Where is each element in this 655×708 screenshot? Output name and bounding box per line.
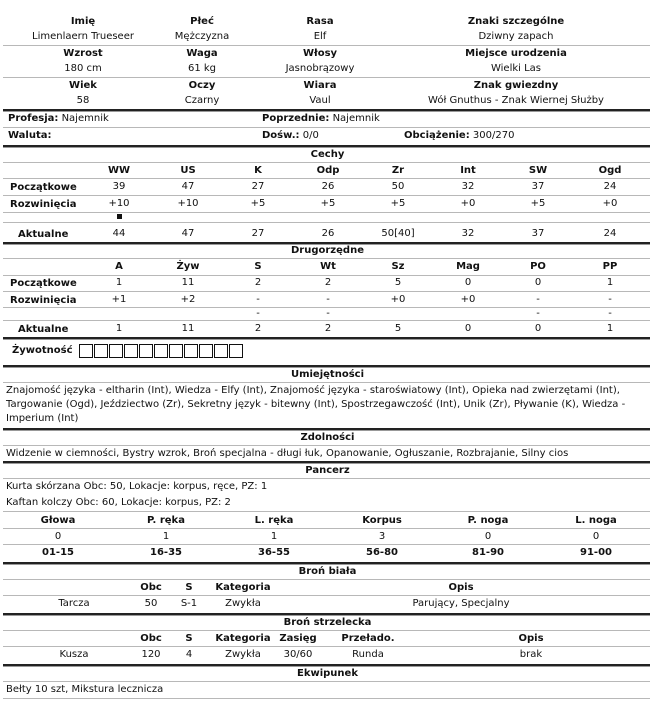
- cechy-cell: 32: [461, 181, 475, 192]
- divider: [3, 681, 650, 682]
- armor-location: P. noga: [467, 515, 509, 526]
- armor-location: Głowa: [40, 515, 76, 526]
- cechy-cell: 24: [603, 228, 617, 239]
- bron-strzelecka-title: Broń strzelecka: [283, 617, 372, 628]
- armor-points: 3: [378, 531, 386, 542]
- field-value-plec: Mężczyzna: [174, 31, 230, 42]
- armor-range: 16-35: [150, 547, 182, 558]
- cechy-cell: 50: [391, 181, 405, 192]
- divider: [3, 242, 650, 244]
- wound-checkbox[interactable]: [94, 344, 108, 358]
- drug-header: Żyw: [176, 261, 200, 272]
- wound-checkbox[interactable]: [214, 344, 228, 358]
- drug-cell: 1: [606, 323, 614, 334]
- cechy-cell: 50[40]: [381, 228, 415, 239]
- drug-cell: -: [256, 294, 260, 305]
- divider: [3, 77, 650, 78]
- cechy-header: US: [180, 165, 196, 176]
- cechy-cell: +5: [390, 198, 406, 209]
- field-value-wiara: Vaul: [309, 95, 331, 106]
- divider: [3, 145, 650, 147]
- profesja-label: Profesja:: [8, 113, 59, 124]
- field-label-wzrost: Wzrost: [63, 48, 103, 59]
- ranged-header: Kategoria: [215, 633, 271, 644]
- armor-points: 0: [592, 531, 600, 542]
- ranged-cell: Runda: [352, 649, 384, 660]
- field-value-wlosy: Jasnobrązowy: [285, 63, 355, 74]
- bron-biala-title: Broń biała: [298, 566, 357, 577]
- divider: [3, 162, 650, 163]
- drug-cell: 2: [324, 277, 332, 288]
- melee-cell: S-1: [180, 598, 198, 609]
- melee-header: Opis: [448, 582, 474, 593]
- drug-header: S: [254, 261, 262, 272]
- dosw-value: 0/0: [302, 130, 319, 141]
- field-label-waga: Waga: [186, 48, 218, 59]
- divider: [3, 275, 650, 276]
- poprzednie-value: Najemnik: [332, 113, 380, 124]
- wound-checkbox[interactable]: [124, 344, 138, 358]
- divider: [3, 445, 650, 446]
- drug-cell: 2: [254, 323, 262, 334]
- field-label-wiara: Wiara: [303, 80, 337, 91]
- divider: [3, 365, 650, 367]
- armor-range: 91-00: [580, 547, 612, 558]
- drug-cell: 2: [254, 277, 262, 288]
- cechy-header: Zr: [391, 165, 405, 176]
- divider: [3, 212, 650, 213]
- cechy-cell: +0: [460, 198, 476, 209]
- divider: [3, 428, 650, 430]
- cechy-cell: +5: [320, 198, 336, 209]
- divider: [3, 258, 650, 259]
- armor-item: Kurta skórzana Obc: 50, Lokacje: korpus, ręce, PZ: 1: [6, 481, 268, 492]
- drug-header: Wt: [320, 261, 336, 272]
- divider: [3, 528, 650, 529]
- drugorzedne-title: Drugorzędne: [291, 245, 364, 256]
- field-label-wlosy: Włosy: [302, 48, 338, 59]
- divider: [3, 45, 650, 46]
- drug-header: A: [115, 261, 123, 272]
- ranged-cell: Zwykła: [225, 649, 261, 660]
- field-value-wiek: 58: [76, 95, 90, 106]
- cechy-cell: +5: [250, 198, 266, 209]
- divider: [3, 382, 650, 383]
- melee-header: Kategoria: [215, 582, 271, 593]
- divider: [3, 178, 650, 179]
- ranged-header: S: [185, 633, 193, 644]
- cechy-cell: 24: [603, 181, 617, 192]
- cechy-cell: 32: [461, 228, 475, 239]
- drug-cell: -: [608, 308, 612, 319]
- cechy-cell: 44: [112, 228, 126, 239]
- umiejetnosci-text: Znajomość języka - eltharin (Int), Wiedza - Elfy (Int), Znajomość języka - staroświatowy (Int), Opieka nad zwierzętami (Int), Targowanie (Ogd), Jeździectwo (Zr), Sekretny język - bitewny (Int), Spostrzegawczość (Int), Unik (Zr), Pływanie (K), Wiedza - Imperium (Int): [6, 385, 626, 424]
- cechy-header: SW: [528, 165, 548, 176]
- armor-points: 0: [54, 531, 62, 542]
- drug-cell: -: [256, 308, 260, 319]
- pancerz-title: Pancerz: [305, 465, 350, 476]
- field-value-imie: Limenlaern Trueseer: [32, 31, 134, 42]
- drug-cell: 1: [115, 277, 123, 288]
- armor-points: 1: [162, 531, 170, 542]
- drug-cell: +0: [460, 294, 476, 305]
- field-label-rasa: Rasa: [306, 16, 334, 27]
- waluta-label: Waluta:: [8, 130, 52, 141]
- ranged-cell: 120: [141, 649, 161, 660]
- armor-range: 81-90: [472, 547, 504, 558]
- divider: [3, 646, 650, 647]
- cechy-cell: +5: [530, 198, 546, 209]
- wound-checkbox[interactable]: [169, 344, 183, 358]
- drug-header: Sz: [391, 261, 405, 272]
- drug-header: PO: [530, 261, 546, 272]
- drug-row-label: Początkowe: [10, 278, 77, 289]
- drug-cell: -: [536, 294, 540, 305]
- armor-location: L. ręka: [254, 515, 294, 526]
- cechy-cell: +0: [602, 198, 618, 209]
- wound-checkbox[interactable]: [199, 344, 213, 358]
- cechy-header: Odp: [316, 165, 340, 176]
- zdolnosci-title: Zdolności: [300, 432, 355, 443]
- poprzednie-row: [262, 113, 380, 125]
- field-value-rasa: Elf: [313, 31, 327, 42]
- cechy-cell: 27: [251, 181, 265, 192]
- drug-cell: +0: [390, 294, 406, 305]
- field-value-waga: 61 kg: [187, 63, 217, 74]
- ranged-cell: 4: [185, 649, 193, 660]
- divider: [3, 664, 650, 666]
- armor-location: Korpus: [362, 515, 402, 526]
- drug-cell: -: [326, 294, 330, 305]
- obciazenie-value: 300/270: [472, 130, 515, 141]
- drug-row-label: Aktualne: [18, 324, 69, 335]
- drug-cell: -: [608, 294, 612, 305]
- obciazenie-row: [404, 130, 514, 142]
- melee-cell: Parujący, Specjalny: [412, 598, 510, 609]
- ekwipunek-text: Bełty 10 szt, Mikstura lecznicza: [6, 684, 164, 695]
- cechy-cell: 26: [321, 181, 335, 192]
- drug-row-label: Rozwinięcia: [10, 295, 77, 306]
- divider: [3, 544, 650, 545]
- cechy-title: Cechy: [310, 149, 345, 160]
- cechy-cell: 39: [112, 181, 126, 192]
- drug-cell: 11: [181, 323, 195, 334]
- drug-cell: +2: [180, 294, 196, 305]
- ranged-header: Obc: [140, 633, 162, 644]
- drug-cell: 0: [534, 323, 542, 334]
- cechy-cell: 37: [531, 228, 545, 239]
- zywotnosc-boxes: [79, 344, 244, 358]
- drug-cell: 0: [464, 323, 472, 334]
- drug-cell: 2: [324, 323, 332, 334]
- umiejetnosci-title: Umiejętności: [290, 369, 365, 380]
- divider: [3, 291, 650, 292]
- cechy-header: Int: [460, 165, 476, 176]
- divider: [3, 337, 650, 339]
- divider: [3, 109, 650, 111]
- divider: [3, 579, 650, 580]
- drug-cell: 5: [394, 277, 402, 288]
- divider: [3, 127, 650, 128]
- divider: [3, 562, 650, 564]
- divider: [3, 478, 650, 479]
- cechy-row-label: Aktualne: [18, 229, 69, 240]
- field-label-wiek: Wiek: [69, 80, 97, 91]
- drug-cell: 1: [606, 277, 614, 288]
- cechy-cell: 47: [181, 228, 195, 239]
- field-value-znaki: Dziwny zapach: [478, 31, 554, 42]
- wound-checkbox[interactable]: [154, 344, 168, 358]
- zdolnosci-text: Widzenie w ciemności, Bystry wzrok, Broń specjalna - długi łuk, Opanowanie, Ogłuszanie, Rozbrajanie, Silny cios: [6, 448, 569, 459]
- cechy-cell: 27: [251, 228, 265, 239]
- zywotnosc-label: Żywotność: [12, 345, 73, 356]
- divider: [3, 511, 650, 512]
- drug-header: PP: [602, 261, 618, 272]
- melee-header: S: [185, 582, 193, 593]
- field-value-wzrost: 180 cm: [64, 63, 102, 74]
- field-label-miejsce: Miejsce urodzenia: [465, 48, 567, 59]
- poprzednie-label: Poprzednie:: [262, 113, 330, 124]
- field-label-znaki: Znaki szczególne: [467, 16, 565, 27]
- ranged-cell: 30/60: [283, 649, 313, 660]
- melee-cell: Tarcza: [58, 598, 90, 609]
- divider: [3, 698, 650, 699]
- drug-cell: 11: [181, 277, 195, 288]
- divider: [3, 320, 650, 321]
- ranged-header: Opis: [518, 633, 544, 644]
- armor-range: 01-15: [42, 547, 74, 558]
- cechy-cell: +10: [108, 198, 130, 209]
- field-value-miejsce: Wielki Las: [490, 63, 542, 74]
- field-label-plec: Płeć: [190, 16, 214, 27]
- drug-cell: -: [326, 308, 330, 319]
- cechy-cell: +10: [177, 198, 199, 209]
- armor-location: L. noga: [575, 515, 617, 526]
- drug-cell: -: [536, 308, 540, 319]
- dosw-label: Dośw.:: [262, 130, 300, 141]
- drug-cell: 0: [534, 277, 542, 288]
- profesja-row: [8, 113, 109, 125]
- armor-points: 0: [484, 531, 492, 542]
- divider: [3, 222, 650, 223]
- cechy-cell: 37: [531, 181, 545, 192]
- armor-item: Kaftan kolczy Obc: 60, Lokacje: korpus, PZ: 2: [6, 497, 231, 508]
- profesja-value: Najemnik: [61, 113, 109, 124]
- wound-checkbox[interactable]: [229, 344, 243, 358]
- obciazenie-label: Obciążenie:: [404, 130, 470, 141]
- cechy-row-label: Rozwinięcia: [10, 199, 77, 210]
- field-label-imie: Imię: [70, 16, 96, 27]
- wound-checkbox[interactable]: [184, 344, 198, 358]
- drug-cell: +1: [111, 294, 127, 305]
- cechy-header: Ogd: [598, 165, 622, 176]
- divider: [3, 630, 650, 631]
- ranged-cell: brak: [519, 649, 543, 660]
- melee-cell: 50: [144, 598, 158, 609]
- divider: [3, 195, 650, 196]
- drug-cell: 5: [394, 323, 402, 334]
- dosw-row: [262, 130, 319, 142]
- ranged-header: Przełado.: [341, 633, 395, 644]
- armor-range: 56-80: [366, 547, 398, 558]
- field-label-oczy: Oczy: [188, 80, 216, 91]
- cechy-header: WW: [107, 165, 131, 176]
- drug-cell: 0: [464, 277, 472, 288]
- field-label-znak-gwiezdny: Znak gwiezdny: [473, 80, 559, 91]
- wound-checkbox[interactable]: [139, 344, 153, 358]
- ranged-header: Zasięg: [279, 633, 317, 644]
- cechy-row-label: Początkowe: [10, 182, 77, 193]
- cechy-header: K: [254, 165, 262, 176]
- armor-points: 1: [270, 531, 278, 542]
- field-value-oczy: Czarny: [184, 95, 220, 106]
- melee-cell: Zwykła: [225, 598, 261, 609]
- ekwipunek-title: Ekwipunek: [297, 668, 358, 679]
- cechy-cell: 47: [181, 181, 195, 192]
- ranged-cell: Kusza: [59, 649, 89, 660]
- armor-location: P. ręka: [147, 515, 185, 526]
- divider: [3, 613, 650, 615]
- wound-checkbox[interactable]: [109, 344, 123, 358]
- drug-header: Mag: [456, 261, 480, 272]
- divider: [3, 595, 650, 596]
- cechy-cell: 26: [321, 228, 335, 239]
- wound-checkbox[interactable]: [79, 344, 93, 358]
- divider: [3, 461, 650, 463]
- advance-bullet-icon: [117, 214, 122, 219]
- melee-header: Obc: [140, 582, 162, 593]
- field-value-znak-gwiezdny: Wół Gnuthus - Znak Wiernej Służby: [428, 95, 604, 106]
- drug-cell: 1: [115, 323, 123, 334]
- armor-range: 36-55: [258, 547, 290, 558]
